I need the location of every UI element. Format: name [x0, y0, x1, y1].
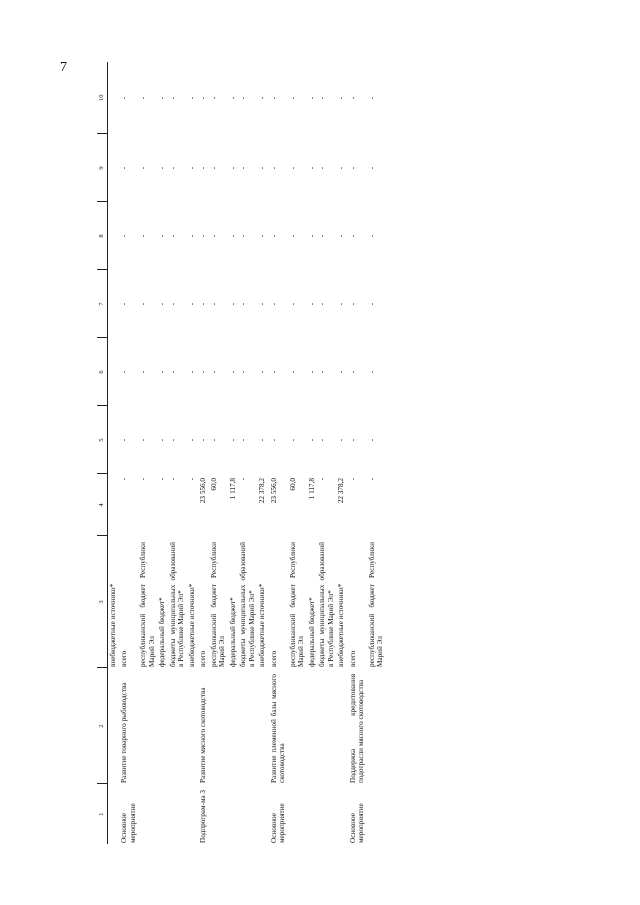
- value-cell: -: [288, 166, 297, 170]
- value-cell: 1 117,8: [307, 478, 316, 500]
- row-name-cell: [288, 668, 307, 784]
- value-cell: -: [139, 478, 148, 481]
- value-cell: -: [120, 478, 129, 481]
- page-number: 7: [60, 60, 67, 75]
- value-cell: -: [228, 166, 237, 170]
- value-cell: -: [348, 438, 357, 442]
- value-cell: -: [288, 96, 297, 100]
- table-row: [317, 62, 336, 844]
- value-cell: 60,0: [209, 478, 218, 491]
- value-cell: -: [187, 438, 196, 442]
- table-row: [336, 62, 346, 844]
- row-name-cell: [257, 668, 267, 784]
- value-cell: -: [318, 96, 327, 100]
- value-cell: -: [337, 166, 346, 170]
- value-cell: -: [318, 166, 327, 170]
- row-type-cell: Основное мероприятие: [348, 803, 366, 843]
- value-cell: 22 378,2: [258, 478, 267, 504]
- col-header: 3: [97, 536, 108, 668]
- value-cell: -: [258, 370, 267, 374]
- value-cell: -: [337, 438, 346, 442]
- value-cell: -: [288, 302, 297, 306]
- value-cell: -: [337, 234, 346, 238]
- value-cell: -: [139, 302, 148, 306]
- value-cell: -: [307, 438, 316, 442]
- value-cell: -: [120, 166, 129, 170]
- table-row: [268, 62, 288, 844]
- funding-source-cell: федеральный бюджет*: [158, 597, 167, 667]
- funding-source-cell: федеральный бюджет*: [228, 597, 237, 667]
- row-type-cell: [157, 784, 167, 844]
- funding-source-cell: внебюджетные источники*: [187, 583, 196, 667]
- value-cell: -: [318, 438, 327, 442]
- value-cell: -: [120, 370, 129, 374]
- value-cell: -: [367, 96, 376, 100]
- table-row: [307, 62, 317, 844]
- funding-source-cell: республиканский бюджет Республики Марий Эл: [209, 542, 227, 667]
- value-cell: -: [337, 96, 346, 100]
- row-name-cell: [138, 668, 157, 784]
- value-cell: -: [158, 478, 167, 481]
- value-cell: -: [120, 438, 129, 442]
- value-cell: [108, 406, 119, 474]
- value-cell: -: [367, 234, 376, 238]
- value-cell: -: [158, 96, 167, 100]
- value-cell: -: [228, 96, 237, 100]
- value-cell: -: [187, 478, 196, 481]
- value-cell: -: [258, 302, 267, 306]
- value-cell: -: [168, 234, 177, 238]
- row-name-cell: [317, 668, 336, 784]
- value-cell: -: [269, 302, 278, 306]
- funding-source-cell: республиканский бюджет Республики Марий Эл: [139, 542, 156, 667]
- funding-source-cell: внебюджетные источники*: [337, 583, 346, 667]
- value-cell: -: [318, 234, 327, 238]
- table-row: [288, 62, 307, 844]
- value-cell: -: [187, 96, 196, 100]
- row-type-cell: Основное мероприятие: [269, 803, 287, 843]
- row-type-cell: [138, 784, 157, 844]
- col-header: 5: [97, 406, 108, 474]
- table-row: [228, 62, 238, 844]
- value-cell: [108, 62, 119, 134]
- table-row: [257, 62, 267, 844]
- table-row: [157, 62, 167, 844]
- row-type-cell: [228, 784, 238, 844]
- table-row: [238, 62, 257, 844]
- value-cell: -: [199, 438, 208, 442]
- value-cell: -: [348, 234, 357, 238]
- funding-source-cell: внебюджетные источники*: [258, 583, 267, 667]
- value-cell: -: [199, 370, 208, 374]
- value-cell: -: [209, 234, 218, 238]
- funding-source-cell: внебюджетные источники*: [109, 583, 117, 667]
- value-cell: -: [199, 302, 208, 306]
- row-type-cell: [307, 784, 317, 844]
- value-cell: -: [239, 302, 248, 306]
- row-name-cell: [238, 668, 257, 784]
- table-row: [138, 62, 157, 844]
- row-type-cell: [238, 784, 257, 844]
- value-cell: -: [199, 166, 208, 170]
- value-cell: -: [269, 370, 278, 374]
- value-cell: -: [367, 370, 376, 374]
- value-cell: -: [258, 166, 267, 170]
- funding-source-cell: бюджеты муниципальных образований в Республике Марий Эл*: [168, 542, 186, 667]
- table-row: [367, 62, 386, 844]
- funding-source-cell: всего: [199, 650, 208, 667]
- value-cell: -: [228, 438, 237, 442]
- value-cell: -: [318, 302, 327, 306]
- value-cell: -: [168, 166, 177, 170]
- value-cell: -: [209, 166, 218, 170]
- row-type-cell: [317, 784, 336, 844]
- value-cell: -: [318, 370, 327, 374]
- value-cell: -: [228, 370, 237, 374]
- value-cell: -: [209, 302, 218, 306]
- row-name-cell: [228, 668, 238, 784]
- value-cell: -: [199, 96, 208, 100]
- value-cell: [108, 474, 119, 536]
- value-cell: [108, 202, 119, 270]
- value-cell: -: [187, 302, 196, 306]
- value-cell: -: [120, 234, 129, 238]
- value-cell: -: [139, 438, 148, 442]
- value-cell: -: [337, 370, 346, 374]
- col-header: 4: [97, 474, 108, 536]
- row-type-cell: [288, 784, 307, 844]
- funding-source-cell: всего: [348, 650, 357, 667]
- value-cell: -: [367, 478, 376, 481]
- value-cell: -: [187, 370, 196, 374]
- row-name-cell: Поддержка кредитования подотрасли мясного скотоводства: [348, 674, 366, 783]
- value-cell: -: [348, 96, 357, 100]
- row-type-cell: [209, 784, 228, 844]
- value-cell: -: [367, 302, 376, 306]
- row-name-cell: [108, 668, 119, 784]
- value-cell: -: [120, 302, 129, 306]
- row-name-cell: Развитие мясного скотоводства: [199, 687, 208, 783]
- row-name-cell: Развитие племенной базы мясного скотоводства: [269, 674, 287, 783]
- col-header: 8: [97, 202, 108, 270]
- value-cell: -: [239, 478, 248, 481]
- value-cell: -: [239, 370, 248, 374]
- value-cell: -: [307, 234, 316, 238]
- value-cell: -: [258, 96, 267, 100]
- row-name-cell: [157, 668, 167, 784]
- row-name-cell: [168, 668, 187, 784]
- value-cell: -: [307, 96, 316, 100]
- value-cell: -: [168, 370, 177, 374]
- value-cell: -: [139, 166, 148, 170]
- row-name-cell: [187, 668, 197, 784]
- rotated-table-container: [97, 62, 559, 844]
- value-cell: -: [348, 166, 357, 170]
- value-cell: -: [367, 438, 376, 442]
- value-cell: 1 117,8: [228, 478, 237, 500]
- value-cell: -: [158, 370, 167, 374]
- value-cell: -: [228, 234, 237, 238]
- value-cell: -: [120, 96, 129, 100]
- col-header: 2: [97, 668, 108, 784]
- row-name-cell: Развитие товарного рыбоводства: [120, 682, 129, 783]
- col-header: 9: [97, 134, 108, 202]
- col-header: 6: [97, 338, 108, 406]
- row-type-cell: [108, 784, 119, 844]
- value-cell: -: [269, 166, 278, 170]
- value-cell: -: [187, 234, 196, 238]
- row-type-cell: [187, 784, 197, 844]
- value-cell: -: [239, 96, 248, 100]
- row-type-cell: [367, 784, 386, 844]
- row-name-cell: [336, 668, 346, 784]
- value-cell: -: [158, 302, 167, 306]
- value-cell: -: [307, 166, 316, 170]
- row-name-cell: [209, 668, 228, 784]
- funding-source-cell: всего: [120, 650, 129, 667]
- col-header: 10: [97, 62, 108, 134]
- value-cell: -: [209, 370, 218, 374]
- row-name-cell: [367, 668, 386, 784]
- value-cell: -: [158, 166, 167, 170]
- value-cell: 60,0: [288, 478, 297, 491]
- value-cell: -: [168, 478, 177, 481]
- value-cell: -: [158, 438, 167, 442]
- value-cell: -: [348, 370, 357, 374]
- value-cell: -: [258, 438, 267, 442]
- value-cell: -: [228, 302, 237, 306]
- table-row: [108, 62, 119, 844]
- value-cell: -: [168, 302, 177, 306]
- value-cell: -: [288, 370, 297, 374]
- value-cell: -: [269, 234, 278, 238]
- value-cell: -: [348, 302, 357, 306]
- value-cell: -: [158, 234, 167, 238]
- row-type-cell: [168, 784, 187, 844]
- value-cell: -: [337, 302, 346, 306]
- table-row: [209, 62, 228, 844]
- value-cell: -: [307, 370, 316, 374]
- value-cell: -: [239, 166, 248, 170]
- budget-table: [97, 62, 386, 844]
- value-cell: -: [318, 478, 327, 481]
- value-cell: -: [239, 234, 248, 238]
- value-cell: -: [168, 96, 177, 100]
- value-cell: [108, 338, 119, 406]
- table-row: [347, 62, 367, 844]
- value-cell: -: [139, 234, 148, 238]
- column-number-header: [97, 62, 108, 844]
- col-header: 1: [97, 784, 108, 844]
- value-cell: -: [367, 166, 376, 170]
- value-cell: -: [239, 438, 248, 442]
- value-cell: -: [348, 478, 357, 481]
- table-row: [187, 62, 197, 844]
- value-cell: -: [269, 96, 278, 100]
- value-cell: -: [199, 234, 208, 238]
- value-cell: -: [307, 302, 316, 306]
- value-cell: -: [168, 438, 177, 442]
- value-cell: -: [258, 234, 267, 238]
- row-type-cell: [257, 784, 267, 844]
- value-cell: -: [139, 370, 148, 374]
- col-header: 7: [97, 270, 108, 338]
- value-cell: 23 556,0: [199, 478, 208, 504]
- value-cell: -: [209, 96, 218, 100]
- funding-source-cell: республиканский бюджет Республики Марий Эл: [367, 542, 385, 667]
- value-cell: -: [288, 234, 297, 238]
- funding-source-cell: бюджеты муниципальных образований в Республике Марий Эл*: [239, 542, 256, 667]
- funding-source-cell: федеральный бюджет*: [307, 597, 316, 667]
- row-name-cell: [307, 668, 317, 784]
- value-cell: [108, 134, 119, 202]
- table-row: [168, 62, 187, 844]
- table-row: [197, 62, 208, 844]
- value-cell: -: [269, 438, 278, 442]
- value-cell: [108, 270, 119, 338]
- funding-source-cell: республиканский бюджет Республики Марий Эл: [288, 542, 306, 667]
- value-cell: -: [209, 438, 218, 442]
- value-cell: 22 378,2: [337, 478, 346, 504]
- value-cell: -: [187, 166, 196, 170]
- funding-source-cell: всего: [269, 650, 278, 667]
- row-type-cell: [336, 784, 346, 844]
- value-cell: 23 556,0: [269, 478, 278, 504]
- value-cell: -: [288, 438, 297, 442]
- funding-source-cell: бюджеты муниципальных образований в Республике Марий Эл*: [318, 542, 335, 667]
- table-row: [118, 62, 138, 844]
- value-cell: -: [139, 96, 148, 100]
- row-type-cell: Подпрограм-ма 3: [199, 789, 208, 843]
- row-type-cell: Основное мероприятие: [120, 803, 137, 843]
